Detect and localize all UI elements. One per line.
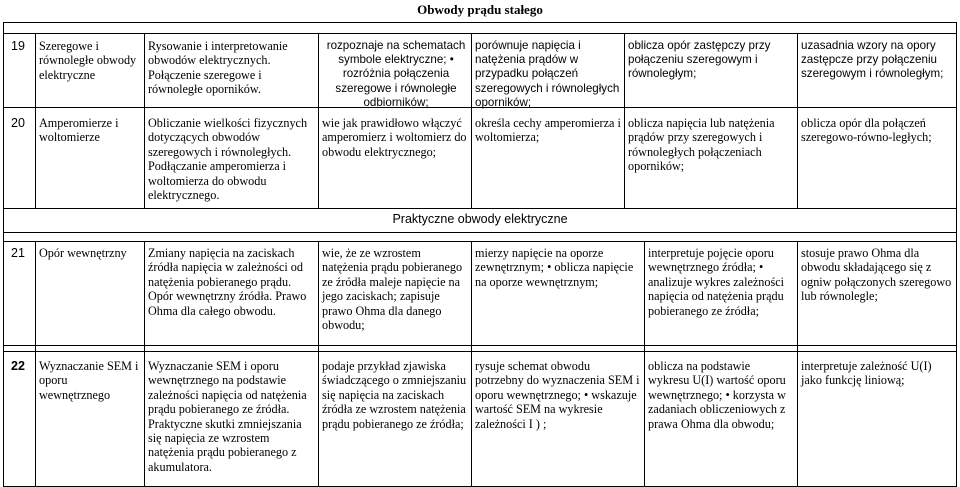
section-title: Obwody prądu stałego (417, 2, 543, 17)
requirement-extended: mierzy napięcie na oporze zewnętrznym; • oblicza napięcie na oporze wewnętrznym; (475, 246, 634, 289)
row-topic: Szeregowe i równoległe obwody elektryczne (39, 39, 137, 82)
requirement-basic: wie, że ze wzrostem natężenia prądu pobieranego ze źródła maleje napięcie na jego zaciskach; zapisuje prawo Ohma dla danego obwodu; (322, 246, 463, 333)
row-content: Wyznaczanie SEM i oporu wewnętrznego na podstawie zależności napięcia od natężenia prądu pobieranego ze źródła. Praktyczne skutki zmniejszania się napięcia ze wzrostem natężenia prądu pobieranego z akumulatora. (148, 359, 307, 474)
requirement-advanced: oblicza na podstawie wykresu U(I) wartość oporu wewnętrznego; • korzysta w zadaniach obliczeniowych z prawa Ohma dla obwodu; (648, 359, 786, 431)
syllabus-table (3, 0, 957, 487)
row-number: 20 (11, 116, 25, 130)
row-content: Zmiany napięcia na zaciskach źródła napięcia w zależności od natężenia pobieranego prądu. Opór wewnętrzny źródła. Prawo Ohma dla całego obwodu. (148, 246, 307, 318)
requirement-extended: porównuje napięcia i natężenia prądów w przypadku połączeń szeregowych i równoległych oporników; (475, 39, 620, 109)
row-topic: Amperomierze i woltomierze (39, 116, 119, 145)
requirement-basic: rozpoznaje na schematach symbole elektryczne; • rozróżnia połączenia szeregowe i równoległe odbiorników; (326, 39, 466, 109)
col-rule (956, 22, 957, 208)
requirement-excellent: oblicza opór dla połączeń szeregowo-równo-ległych; (801, 116, 932, 145)
rule (3, 208, 957, 209)
requirement-basic: wie jak prawidłowo włączyć amperomierz i woltomierz do obwodu elektrycznego; (322, 116, 467, 159)
requirement-basic: podaje przykład zjawiska świadczącego o zmniejszaniu się napięcia na zaciskach źródła ze wzrostem natężenia prądu pobieranego ze źródła; (322, 359, 467, 431)
row-number: 19 (11, 39, 25, 53)
row-number: 22 (11, 359, 25, 373)
requirement-advanced: oblicza napięcia lub natężenia prądów przy szeregowych i równoległych połączeniach oporników; (628, 116, 775, 174)
section-title-practical: Praktyczne obwody elektryczne (392, 212, 568, 226)
rule (3, 33, 957, 34)
requirement-advanced: interpretuje pojęcie oporu wewnętrznego źródła; • analizuje wykres zależności napięcia od natężenia prądu pobieranego ze źródła; (648, 246, 785, 318)
rule (3, 232, 957, 233)
row-content: Rysowanie i interpretowanie obwodów elektrycznych. Połączenie szeregowe i równoległe oporników. (148, 39, 288, 97)
rule (3, 345, 957, 346)
requirement-advanced: oblicza opór zastępczy przy połączeniu szeregowym i równoległym; (628, 39, 771, 81)
requirement-extended: rysuje schemat obwodu potrzebny do wyznaczenia SEM i oporu wewnętrznego; • wskazuje wartość SEM na wykresie zależności I ) ; (475, 359, 640, 431)
row-number: 21 (11, 246, 25, 260)
row-content: Obliczanie wielkości fizycznych dotyczących obwodów szeregowych i równoległych. Podłączanie amperomierza i woltomierza do obwodu elektrycznego. (148, 116, 308, 203)
row-topic: Wyznaczanie SEM i oporu wewnętrznego (39, 359, 139, 402)
requirement-excellent: stosuje prawo Ohma dla obwodu składającego się z ogniw połączonych szeregowo lub równolegle; (801, 246, 952, 304)
rule (3, 351, 957, 352)
requirement-excellent: uzasadnia wzory na opory zastępcze przy połączeniu szeregowym i równoległym; (801, 39, 944, 81)
rule (3, 241, 957, 242)
row-topic: Opór wewnętrzny (39, 246, 127, 260)
requirement-excellent: interpretuje zależność U(I) jako funkcję liniową; (801, 359, 932, 388)
col-rule (956, 208, 957, 486)
requirement-extended: określa cechy amperomierza i woltomierza; (475, 116, 621, 145)
rule (3, 22, 957, 23)
